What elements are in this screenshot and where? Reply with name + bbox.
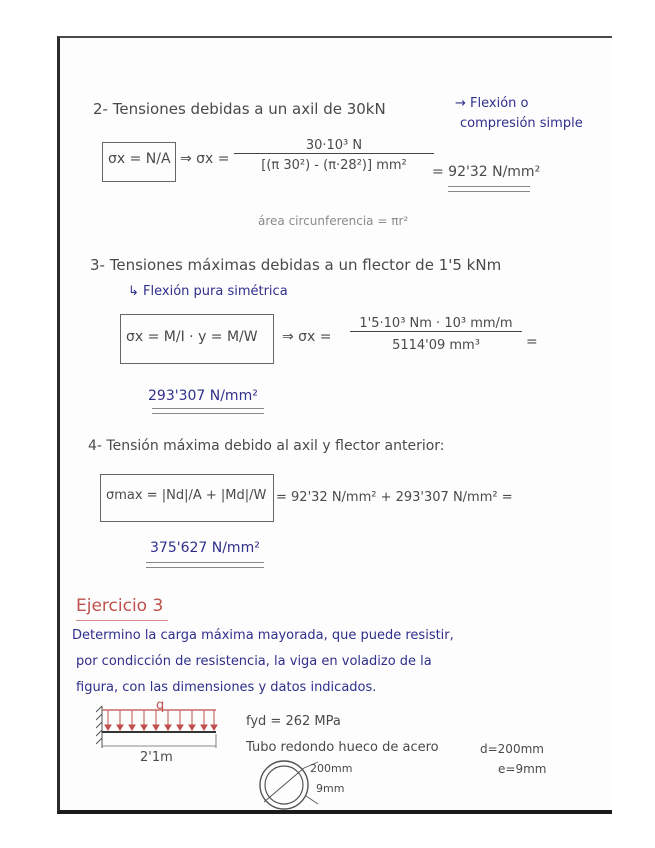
load-arrows	[105, 710, 217, 730]
section4-rhs: = 92'32 N/mm² + 293'307 N/mm² =	[276, 490, 513, 505]
thickness-leader	[306, 796, 318, 804]
exercise3-line3: figura, con las dimensiones y datos indicados.	[76, 680, 377, 695]
section3-arrow: ⇒ σx =	[282, 329, 332, 345]
section2-formula-lhs: σx = N/A	[108, 151, 171, 167]
span-label: 2'1m	[140, 750, 173, 765]
section4-lhs: σmax = |Nd|/A + |Md|/W	[106, 488, 267, 503]
section4-heading: 4- Tensión máxima debido al axil y flector anterior:	[88, 438, 445, 454]
tube-description: Tubo redondo hueco de acero	[246, 740, 439, 755]
section2-result-underline	[448, 186, 530, 192]
section3-lhs: σx = M/I · y = M/W	[126, 329, 258, 345]
diameter-value: d=200mm	[480, 742, 544, 756]
section3-subheading: ↳ Flexión pura simétrica	[128, 284, 288, 299]
exercise3-title: Ejercicio 3	[76, 596, 164, 616]
section2-numerator: 30·10³ N	[234, 138, 434, 154]
section3-heading: 3- Tensiones máximas debidas a un flector de 1'5 kNm	[90, 256, 502, 274]
section3-result: 293'307 N/mm²	[148, 388, 258, 404]
section3-result-underline	[152, 408, 264, 414]
section2-note-line2: compresión simple	[460, 116, 583, 131]
exercise3-line1: Determino la carga máxima mayorada, que puede resistir,	[72, 628, 454, 643]
wall-hatch	[96, 738, 102, 744]
section3-numerator: 1'5·10³ Nm · 10³ mm/m	[350, 316, 522, 332]
wall-hatch	[96, 706, 102, 712]
section3-denominator: 5114'09 mm³	[392, 338, 480, 353]
section3-fraction	[350, 316, 522, 353]
exercise3-line2: por condicción de resistencia, la viga en voladizo de la	[76, 654, 432, 669]
fyd-label: fyd = 262 MPa	[246, 714, 341, 729]
notebook-page	[57, 36, 612, 814]
wall-hatch	[96, 714, 102, 720]
thickness-value: e=9mm	[498, 762, 547, 776]
section2-area-note: área circunferencia = πr²	[258, 214, 409, 228]
wall-hatch	[96, 730, 102, 736]
section2-result: = 92'32 N/mm²	[432, 164, 541, 180]
section4-result: 375'627 N/mm²	[150, 540, 260, 556]
wall-hatch	[96, 722, 102, 728]
diameter-line	[264, 768, 304, 802]
exercise3-title-underline	[76, 620, 168, 621]
cantilever-diagram	[96, 698, 236, 778]
section4-result-underline	[146, 562, 264, 568]
section2-arrow: ⇒ σx =	[180, 151, 230, 167]
section2-fraction	[234, 138, 434, 173]
section-thickness-label: 9mm	[316, 782, 345, 795]
section-diameter-label: 200mm	[310, 762, 353, 775]
section2-note-line1: → Flexión o	[455, 96, 529, 111]
section3-equals: =	[526, 334, 538, 350]
section2-denominator: [(π 30²) - (π·28²)] mm²	[261, 158, 407, 173]
load-label: q	[156, 698, 165, 713]
section2-heading: 2- Tensiones debidas a un axil de 30kN	[93, 100, 386, 118]
